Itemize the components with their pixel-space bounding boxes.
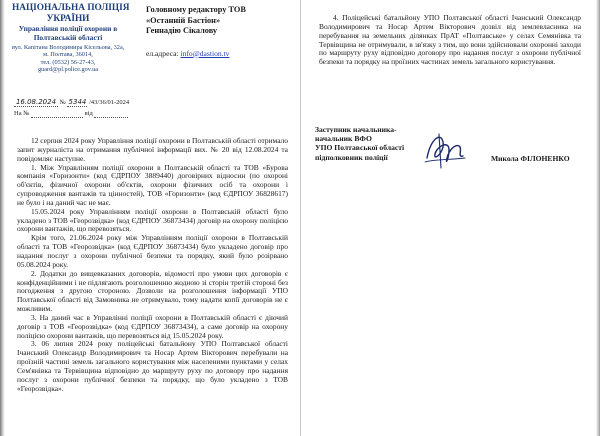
registration-date: 16.08.2024 xyxy=(15,98,57,106)
reference-label: На № xyxy=(14,110,30,117)
paragraph-1: 1. Між Управлінням поліції охорони в Полтавській області та ТОВ «Бурова компанія «Горизонти» (код ЄДРПОУ 3889440) договірних відносин (по охороні об'єктів, фізичної охорони об'єктів, охорони фізичних осіб та охорони і супроводження вантажів та цінностей), ТОВ «Горизонти» (код ЄДРПОУ 36828617) не було і на даний час не має. xyxy=(17,162,288,207)
signatory-rank: підполковник поліції xyxy=(315,152,388,162)
registration-suffix: /43/36/01-2024 xyxy=(89,99,130,106)
scan-edge-shadow xyxy=(596,0,600,436)
letterhead-email: guard@pl.police.gov.ua xyxy=(37,66,99,74)
page2-body xyxy=(319,14,581,67)
paragraph-3: 3. На даний час в Управлінні поліції охорони в Полтавській області є діючий договір з ТОВ «Георозвідка» (код ЄДРПОУ 36873434), а саме договір на охорону поліцією охорони вантажів, що перевозяться від 15.05.2024 року. xyxy=(17,312,288,340)
letter-body xyxy=(17,137,288,393)
letterhead xyxy=(12,3,130,74)
registration-number: 5344 xyxy=(68,98,87,106)
letterhead-phone: тел. (0532) 56-27-43, xyxy=(40,58,96,66)
letterhead-department: Управління поліції охорони в xyxy=(18,24,118,33)
recipient-name: Геннадію Сікалову xyxy=(146,26,218,35)
paragraph-intro: 12 серпня 2024 року Управління поліції охорони в Полтавській області отримало запит журналіста на отримання публічної інформації вих. № 20 від 12.08.2024 та повідомляє наступне. xyxy=(17,136,288,163)
signatory-name: Микола ФІЛОНЕНКО xyxy=(491,154,570,163)
scan-edge-shadow xyxy=(0,0,5,436)
registration-no-label: № xyxy=(59,99,66,106)
recipient-company: «Останній Бастіон» xyxy=(146,15,221,25)
paragraph-contract-june: Крім того, 21.06.2024 року між Управлінням поліції охорони в Полтавській області та ТОВ «Георозвідка» (код ЄДРПОУ 36873434) було укладено договір про надання послуг з охорони публічної безпеки та порядку, який було розірвано 05.08.2024 року. xyxy=(17,233,288,269)
recipient-block xyxy=(146,5,246,58)
paragraph-3b: 3. 06 липня 2024 року поліцейські батальйону УПО Полтавської області Ічанський Олександр Володимирович та Носар Артем Вікторович перебували на проїзній частині земель загального користування між населеними пунктами у селах Сем'янівка та Тервівщина відповідно до маршруту руху по договору про надання послуг з охорони публічної безпеки та порядку, що було укладено з ТОВ «Георозвідка». xyxy=(17,339,288,393)
handwritten-signature xyxy=(419,128,471,172)
letter-page-2 xyxy=(301,0,600,436)
signatory-position-3: УПО Полтавської області xyxy=(315,143,405,153)
registration-line xyxy=(14,98,129,107)
letterhead-city: м. Полтава, 36014, xyxy=(43,51,93,59)
signatory-position-1: Заступник начальника- xyxy=(315,125,397,134)
reference-line xyxy=(14,110,128,118)
signatory-position-2: начальник ВФО xyxy=(315,134,372,144)
letterhead-region: Полтавській області xyxy=(33,33,103,42)
recipient-position: Головному редактору ТОВ xyxy=(146,5,246,14)
letterhead-country: УКРАЇНИ xyxy=(46,13,90,24)
reference-from-label: від xyxy=(84,110,93,117)
paragraph-2: 2. Додатки до вищевказаних договорів, відомості про умови цих договорів є конфіденційними і не підлягають розголошенню жодною зі сторін третій стороні без погодження з другою стороною. Дозволи на розголошення інформації УПО Полтавської області від Замовника не отримувало, тому надати копії договорів не є можливим. xyxy=(17,268,288,314)
paragraph-4: 4. Поліцейські батальйону УПО Полтавської області Ічанський Олександр Володимирович та Носар Артем Вікторович дозвіл від землевласника на перебування на земельних ділянках ПрАТ «Полтавське» у селах Семянівка та Тервівщина не отримували, в зв'язку з тим, що вони здійснювали охоронні заходи по маршруту руху відповідно договору про надання послуг з охорони публічної безпеки та порядку на проїзних частинах земель загального користування. xyxy=(319,13,581,67)
paragraph-contract-may: 15.05.2024 року Управлінням поліції охорони в Полтавській області було укладено з ТОВ «Георозвідка» (код ЄДРПОУ 36873434) договір на охорону поліцією охорони вантажів, що перевозяться. xyxy=(17,206,288,234)
letterhead-address: вул. Капітана Володимира Кісельова, 32а, xyxy=(12,44,125,51)
recipient-email-line xyxy=(146,49,246,58)
signature-block xyxy=(315,125,404,162)
letterhead-title: НАЦІОНАЛЬНА ПОЛІЦІЯ xyxy=(12,3,130,13)
recipient-email-label: ел.адреса: xyxy=(146,48,179,58)
recipient-email-link[interactable]: info@dastion.tv xyxy=(180,48,230,58)
